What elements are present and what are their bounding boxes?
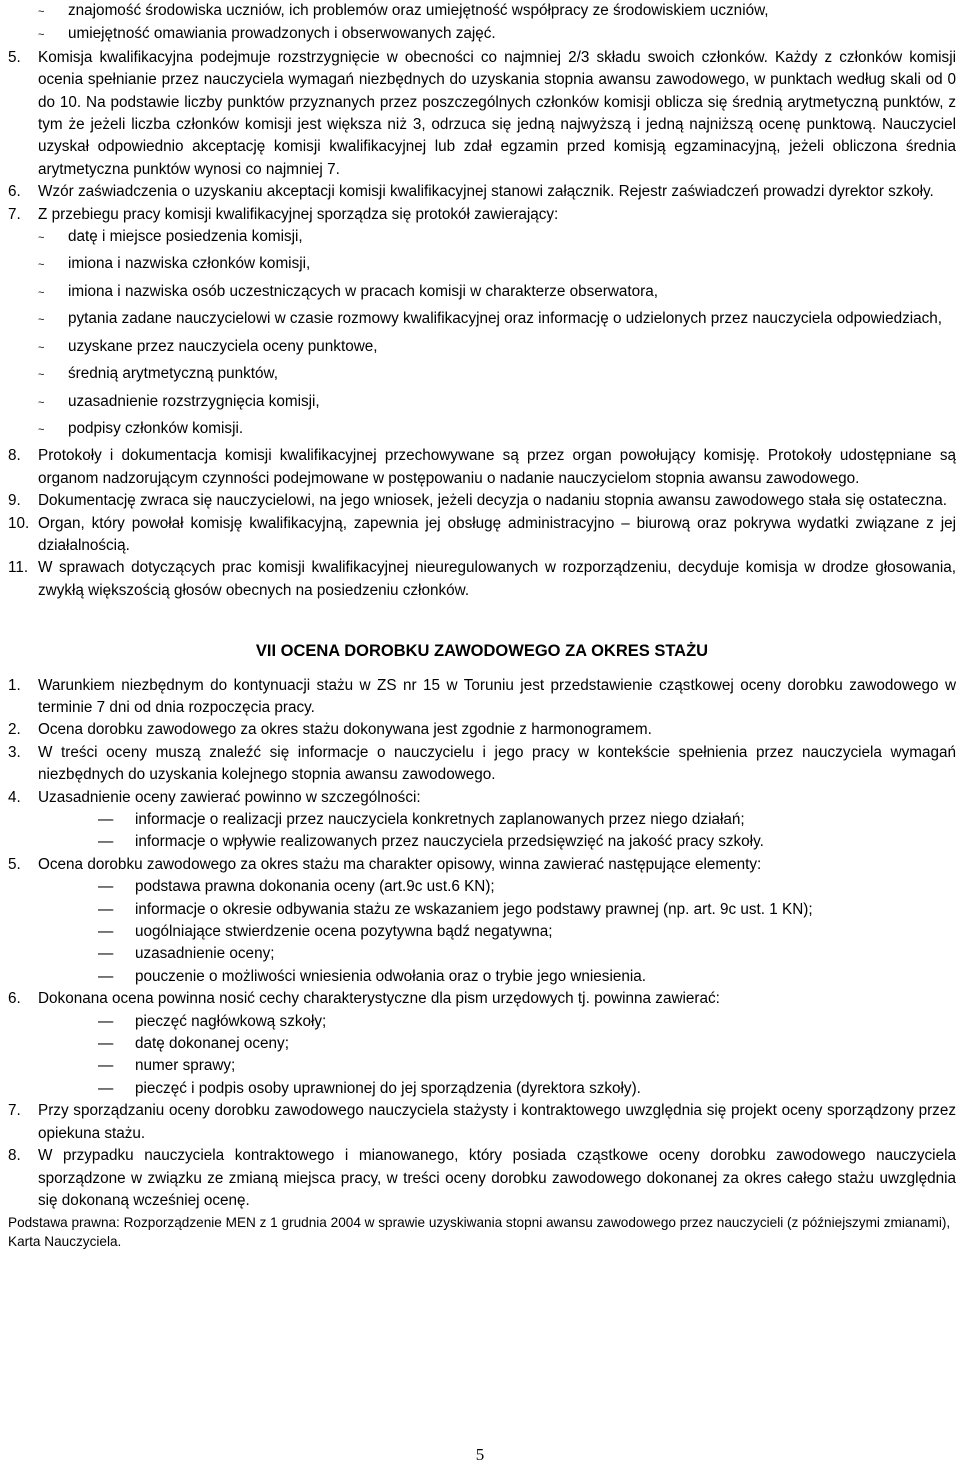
commission-items-list-continued [8,445,956,602]
bullet-marker: ~ [38,396,45,409]
bullet-item [38,226,956,249]
item-number: 8. [8,1147,21,1165]
dash-text: uzasadnienie oceny; [135,945,275,963]
item-number: 8. [8,447,21,465]
item-text: Wzór zaświadczenia o uzyskaniu akceptacji komisji kwalifikacyjnej stanowi załącznik. Rejestr zaświadczeń prowadzi dyrektor szkoły. [38,183,934,201]
item-text: W sprawach dotyczących prac komisji kwalifikacyjnej nieuregulowanych w rozporządzeniu, decyduje komisja w drodze głosowania, zwykłą większością głosów obecnych na posiedzeniu członków. [38,559,956,599]
item-text: Dokumentację zwraca się nauczycielowi, na jego wniosek, jeżeli decyzja o nadaniu stopnia awansu zawodowego stała się ostateczna. [38,492,947,510]
commission-items-list [8,47,956,226]
item-number: 3. [8,743,21,761]
item-text: Warunkiem niezbędnym do kontynuacji stażu w ZS nr 15 w Toruniu jest przedstawienie cząstkowej oceny dorobku zawodowego w terminie 7 dni od dnia rozpoczęcia pracy. [38,676,956,716]
dash-item [98,1078,956,1100]
item-number: 5. [8,855,21,873]
item-text: Komisja kwalifikacyjna podejmuje rozstrzygnięcie w obecności co najmniej 2/3 składu swoich członków. Każdy z członków komisji ocenia spełnianie przez nauczyciela wymagań niezbędnych do uzyskania stopnia awansu zawodowego, w punktach według skali od 0 do 10. Na podstawie liczby punktów przyznanych przez poszczególnych członków komisji oblicza się średnią arytmetyczną punktów, z tym że jeżeli liczba członków komisji jest większa niż 3, odrzuca się jedną najwyższą i jedną najniższą ocenę punktową. Nauczyciel uzyskał odpowiednio akceptację komisji kwalifikacyjnej lub zdał egzamin przed komisją egzaminacyjną, jeżeli obliczona średnia arytmetyczna punktów wynosi co najmniej 7. [38,48,956,178]
dash-item [98,1055,956,1077]
bullet-item [38,363,956,386]
bullet-marker: ~ [38,286,45,299]
bullet-text: uzyskane przez nauczyciela oceny punktowe, [68,337,378,355]
bullet-item [38,281,956,304]
numbered-item [8,1145,956,1212]
item-text: Ocena dorobku zawodowego za okres stażu ma charakter opisowy, winna zawierać następujące elementy: [38,855,762,873]
numbered-item [8,204,956,226]
bullet-text: pytania zadane nauczycielowi w czasie rozmowy kwalifikacyjnej oraz informację o udzielonych przez nauczyciela odpowiedziach, [68,310,943,328]
bullet-marker: ~ [38,29,45,42]
numbered-item [8,742,956,787]
item-text: Przy sporządzaniu oceny dorobku zawodowego nauczyciela stażysty i kontraktowego uwzględnia się projekt oceny sporządzony przez opiekuna stażu. [38,1102,956,1142]
numbered-item [8,675,956,720]
dash-marker: — [98,1012,114,1030]
bullet-item [38,308,956,331]
dash-text: informacje o realizacji przez nauczyciela konkretnych zaplanowanych przez niego działań; [135,811,745,828]
dash-text: datę dokonanej oceny; [135,1035,289,1053]
dash-marker: — [98,1079,114,1097]
item-text: Ocena dorobku zawodowego za okres stażu dokonywana jest zgodnie z harmonogramem. [38,721,652,739]
bullet-text: umiejętność omawiania prowadzonych i obserwowanych zajęć. [68,25,496,43]
dash-text: pieczęć nagłówkową szkoły; [135,1012,327,1030]
numbered-item [8,513,956,558]
dash-text: pouczenie o możliwości wniesienia odwołania oraz o trybie jego wniesienia. [135,967,647,985]
item-number: 9. [8,492,21,510]
bullet-text: uzasadnienie rozstrzygnięcia komisji, [68,392,320,410]
item-text: W przypadku nauczyciela kontraktowego i mianowanego, który posiada cząstkowe oceny dorobku zawodowego nauczyciela sporządzone w związku ze zmianą miejsca pracy, w treści oceny dorobku zawodowego dokonanej za okres całego stażu uwzględnia się dokonaną wcześniej ocenę. [38,1147,956,1209]
dash-text: podstawa prawna dokonania oceny (art.9c ust.6 KN); [135,878,495,896]
bullet-marker: ~ [38,341,45,354]
bullet-item [38,418,956,441]
dash-item [98,1033,956,1055]
bullet-text: znajomość środowiska uczniów, ich problemów oraz umiejętność współpracy ze środowiskiem uczniów, [68,2,769,19]
numbered-item [8,445,956,490]
item-number: 1. [8,676,21,694]
bullet-marker: ~ [38,423,45,436]
item-text: W treści oceny muszą znaleźć się informacje o nauczycielu i jego pracy w kontekście spełnienia przez nauczyciela wymagań niezbędnych do uzyskania kolejnego stopnia awansu zawodowego. [38,743,956,784]
item-text: Dokonana ocena powinna nosić cechy charakterystyczne dla pism urzędowych tj. powinna zawierać: [38,990,720,1008]
bullet-marker: ~ [38,369,45,382]
bullet-marker: ~ [38,232,45,245]
item-text: Uzasadnienie oceny zawierać powinno w szczególności: [38,788,421,806]
dash-item [98,921,956,943]
dash-marker: — [98,900,114,918]
dash-marker: — [98,1035,114,1053]
dash-item [98,966,956,988]
page-number: 5 [475,1445,485,1464]
numbered-item [8,557,956,602]
numbered-item [8,988,956,1010]
item-text: Protokoły i dokumentacja komisji kwalifikacyjnej przechowywane są przez organ powołujący komisję. Protokoły udostępniane są organom nadzorującym czynności podejmowane w postępowaniu o nadanie nauczycielom stopnia awansu zawodowego. [38,447,956,487]
dash-item [98,1011,956,1033]
item-number: 7. [8,205,21,223]
dash-item [98,943,956,965]
bullet-text: imiona i nazwiska osób uczestniczących w pracach komisji w charakterze obserwatora, [68,282,659,300]
dash-marker: — [98,923,114,941]
bullet-item [38,336,956,359]
bullet-item [38,23,956,46]
bullet-item [38,391,956,414]
bullet-text: podpisy członków komisji. [68,419,244,437]
item-number: 6. [8,990,21,1008]
bullet-item [38,253,956,276]
dash-marker: — [98,967,114,985]
bullet-item [38,0,956,23]
dash-text: numer sprawy; [135,1057,236,1075]
dash-item [98,809,956,831]
dash-marker: — [98,833,114,851]
dash-text: informacje o wpływie realizowanych przez nauczyciela przedsięwzięć na jakość pracy szkoły. [135,833,764,851]
bullet-marker: ~ [38,6,45,18]
numbered-item [8,719,956,741]
bullet-text: średnią arytmetyczną punktów, [68,365,279,383]
bullet-text: imiona i nazwiska członków komisji, [68,255,311,273]
numbered-item [8,47,956,181]
dash-marker: — [98,945,114,963]
item-number: 4. [8,788,21,806]
item-number: 11. [8,559,29,577]
dash-text: informacje o okresie odbywania stażu ze wskazaniem jego podstawy prawnej (np. art. 9c ust. 1 KN); [135,900,813,918]
evaluation-items-list [8,675,956,1213]
numbered-item [8,181,956,203]
bullet-marker: ~ [38,314,45,327]
dash-item [98,876,956,898]
dash-text: pieczęć i podpis osoby uprawnionej do jej sporządzenia (dyrektora szkoły). [135,1079,641,1097]
numbered-item [8,854,956,876]
item-text: Z przebiegu pracy komisji kwalifikacyjnej sporządza się protokół zawierający: [38,205,559,223]
numbered-item [8,490,956,512]
dash-item [98,831,956,853]
item-number: 10. [8,514,30,532]
item-number: 5. [8,48,21,66]
dash-marker: — [98,1057,114,1075]
protocol-contents-list [8,226,956,441]
numbered-item [8,1100,956,1145]
dash-text: uogólniające stwierdzenie ocena pozytywna bądź negatywna; [135,923,553,941]
legal-basis-footnote: Podstawa prawna: Rozporządzenie MEN z 1 grudnia 2004 w sprawie uzyskiwania stopni awansu zawodowego przez nauczycieli (z późniejszymi zmianami), Karta Nauczyciela. [8,1215,951,1250]
numbered-item [8,787,956,809]
dash-marker: — [98,811,114,828]
item-number: 7. [8,1102,21,1120]
dash-item [98,899,956,921]
bullet-marker: ~ [38,259,45,272]
item-number: 6. [8,183,21,201]
item-number: 2. [8,721,21,739]
top-bullet-list [8,0,956,47]
section-heading: VII OCENA DOROBKU ZAWODOWEGO ZA OKRES STAŻU [255,642,709,661]
bullet-text: datę i miejsce posiedzenia komisji, [68,228,303,246]
item-text: Organ, który powołał komisję kwalifikacyjną, zapewnia jej obsługę administracyjno – biurową oraz pokrywa wydatki związane z jej działalnością. [38,514,956,554]
dash-marker: — [98,878,114,896]
